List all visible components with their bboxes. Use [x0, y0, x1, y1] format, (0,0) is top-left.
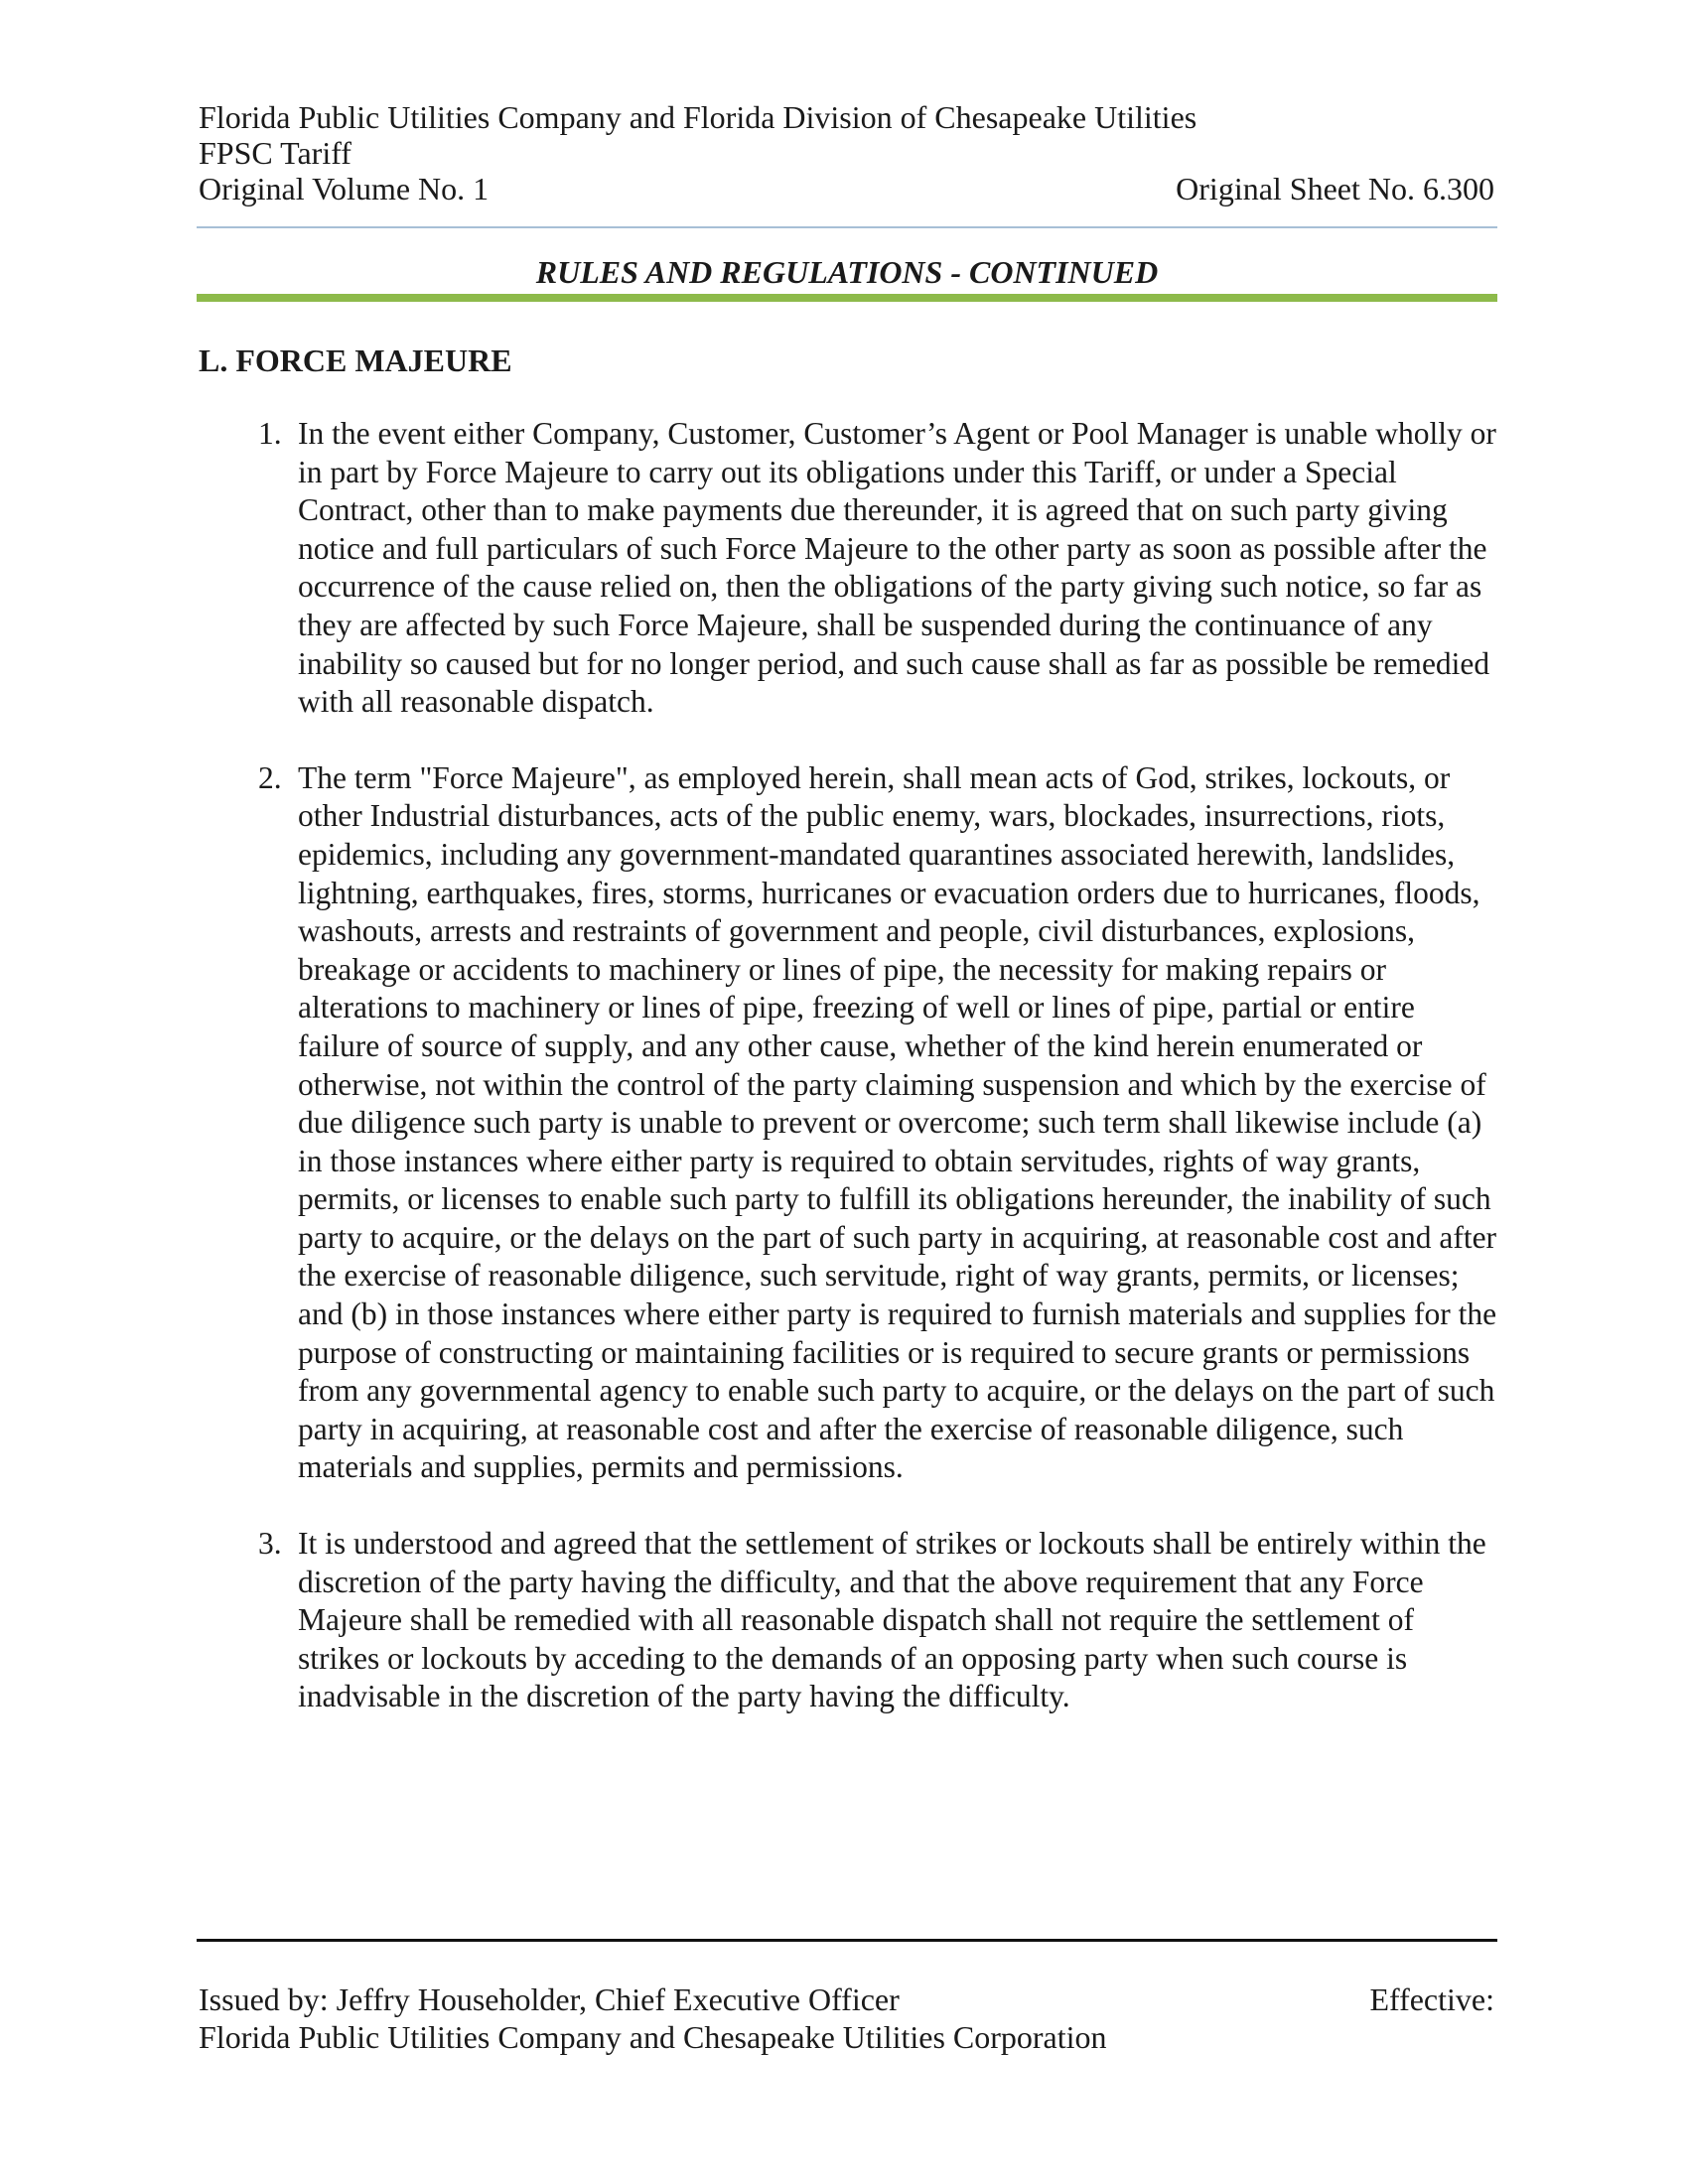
page-footer: [199, 1980, 1494, 2056]
rule-heading: L. FORCE MAJEURE: [199, 342, 512, 378]
page-header: [199, 99, 1494, 206]
item-text: The term "Force Majeure", as employed herein, shall mean acts of God, strikes, lockouts, or other Industrial disturbances, acts of the public enemy, wars, blockades, insurrections, riots, epidemics, including any government-mandated quarantines associated herewith, landslides, lightning, earthquakes, fires, storms, hurricanes or evacuation orders due to hurricanes, floods, washouts, arrests and restraints of government and people, civil disturbances, explosions, breakage or accidents to machinery or lines of pipe, the necessity for making repairs or alterations to machinery or lines of pipe, freezing of well or lines of pipe, partial or entire failure of source of supply, and any other cause, whether of the kind herein enumerated or otherwise, not within the control of the party claiming suspension and which by the exercise of due diligence such party is unable to prevent or overcome; such term shall likewise include (a) in those instances where either party is required to obtain servitudes, rights of way grants, permits, or licenses to enable such party to fulfill its obligations hereunder, the inability of such party to acquire, or the delays on the part of such party in acquiring, at reasonable cost and after the exercise of reasonable diligence, such servitude, right of way grants, permits, or licenses; and (b) in those instances where either party is required to furnish materials and supplies for the purpose of constructing or maintaining facilities or is required to secure grants or permissions from any governmental agency to enable such party to acquire, or the delays on the part of such party in acquiring, at reasonable cost and after the exercise of reasonable diligence, such materials and supplies, permits and permissions.: [298, 759, 1497, 1485]
section-title: RULES AND REGULATIONS - CONTINUED: [535, 254, 1159, 290]
header-volume: Original Volume No. 1: [199, 171, 490, 206]
footer-issued-by: Issued by: Jeffry Householder, Chief Executive Officer: [199, 1981, 900, 2017]
item-number: 3.: [258, 1526, 282, 1562]
header-sheet-number: Original Sheet No. 6.300: [1176, 171, 1494, 206]
list-item: [199, 1525, 1499, 1716]
footer-divider: [197, 1939, 1497, 1942]
footer-company: Florida Public Utilities Company and Chesapeake Utilities Corporation: [199, 2019, 1107, 2055]
item-number: 1.: [258, 416, 282, 451]
item-text: In the event either Company, Customer, Customer’s Agent or Pool Manager is unable wholly or in part by Force Majeure to carry out its obligations under this Tariff, or under a Special Contract, other than to make payments due thereunder, it is agreed that on such party giving notice and full particulars of such Force Majeure to the other party as soon as possible after the occurrence of the cause relied on, then the obligations of the party giving such notice, so far as they are affected by such Force Majeure, shall be suspended during the continuance of any inability so caused but for no longer period, and such cause shall as far as possible be remedied with all reasonable dispatch.: [298, 416, 1496, 720]
header-divider: [197, 226, 1497, 228]
item-number: 2.: [258, 759, 282, 795]
list-item: [199, 415, 1499, 722]
section-title-divider: [197, 294, 1497, 302]
header-volume-row: [199, 171, 1494, 206]
header-company-line: Florida Public Utilities Company and Florida Division of Chesapeake Utilities: [199, 99, 1197, 135]
rule-items-list: [199, 415, 1499, 1754]
header-tariff-line: FPSC Tariff: [199, 135, 352, 171]
footer-issued-row: [199, 1980, 1494, 2018]
footer-effective: Effective:: [1369, 1981, 1494, 2017]
item-text: It is understood and agreed that the settlement of strikes or lockouts shall be entirely within the discretion of the party having the difficulty, and that the above requirement that any Force Majeure shall be remedied with all reasonable dispatch shall not require the settlement of strikes or lockouts by acceding to the demands of an opposing party when such course is inadvisable in the discretion of the party having the difficulty.: [298, 1526, 1486, 1714]
list-item: [199, 759, 1499, 1487]
